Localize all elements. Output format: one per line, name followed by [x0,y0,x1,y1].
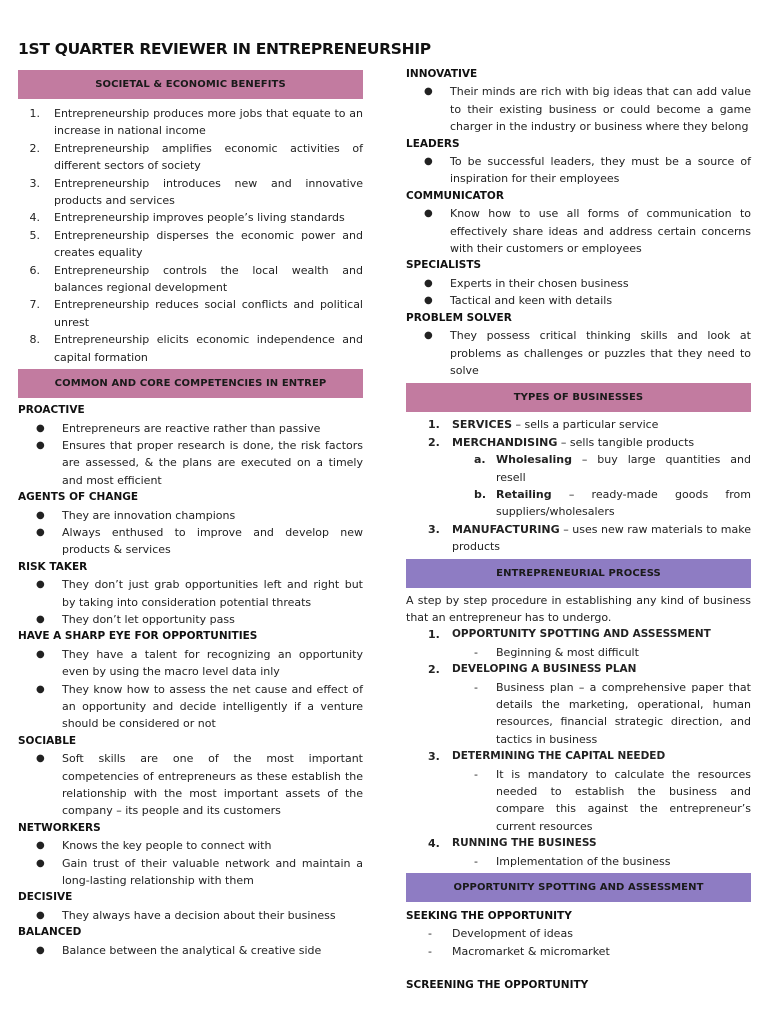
list-item: a. Wholesaling – buy large quantities and resell [474,453,751,484]
list-item: - Beginning & most difficult [474,645,639,659]
list-item: - It is mandatory to calculate the resources needed to establish the business and compare this against the entrepreneur’s current resources [474,767,751,833]
heading-sharp-eye: HAVE A SHARP EYE FOR OPPORTUNITIES [18,630,258,643]
list-item: ● Knows the key people to connect with [36,839,272,853]
heading-seeking: SEEKING THE OPPORTUNITY [406,910,572,923]
heading-agents-of-change: AGENTS OF CHANGE [18,491,139,504]
list-item: ● Entrepreneurs are reactive rather than passive [36,421,321,435]
step-heading: 2. DEVELOPING A BUSINESS PLAN [428,663,637,677]
list-item: ● Ensures that proper research is done, the risk factors are assessed, & the plans are executed on a timely and most efficient [36,438,363,487]
list-item: ● They don’t just grab opportunities left and right but by taking into consideration potential threats [36,578,363,609]
list-item: ● Gain trust of their valuable network and maintain a long-lasting relationship with them [36,856,363,888]
step-heading: 1. OPPORTUNITY SPOTTING AND ASSESSMENT [428,628,711,642]
list-item: ● Balance between the analytical & creative side [36,943,322,957]
list-item: ● Their minds are rich with big ideas that can add value to their existing business or could become a game charger in the industry or business where they belong [424,85,751,134]
list-item: ● Tactical and keen with details [424,294,613,308]
list-item: 3. MANUFACTURING – uses new raw materials to make products [428,522,751,554]
list-item: 8. Entrepreneurship elicits economic independence and capital formation [29,333,363,364]
list-item: ● They know how to assess the net cause and effect of an opportunity and decide intelligently if a venture should be considered or not [36,682,363,731]
page-title: 1ST QUARTER REVIEWER IN ENTREPRENEURSHIP [18,40,431,58]
right-column [406,66,751,995]
list-item: 2. MERCHANDISING – sells tangible products [428,435,695,449]
heading-communicator: COMMUNICATOR [406,189,504,202]
heading-leaders: LEADERS [406,137,460,150]
list-item: 7. Entrepreneurship reduces social conflicts and political unrest [29,298,363,329]
list-item: ● They don’t let opportunity pass [36,612,235,626]
list-item: ● They are innovation champions [36,508,236,522]
list-item: 1. Entrepreneurship produces more jobs that equate to an increase in national income [29,107,363,138]
list-item: - Macromarket & micromarket [428,944,610,958]
heading-problem-solver: PROBLEM SOLVER [406,311,512,324]
step-heading: 3. DETERMINING THE CAPITAL NEEDED [428,750,666,764]
section-banner-benefits: SOCIETAL & ECONOMIC BENEFITS [18,70,363,99]
list-item: 2. Entrepreneurship amplifies economic activities of different sectors of society [29,141,363,173]
list-item: ● Know how to use all forms of communication to effectively share ideas and address certain concerns with their customers or employees [424,207,751,256]
section-banner-competencies: COMMON AND CORE COMPETENCIES IN ENTREP [18,369,363,398]
section-banner-process: ENTREPRENEURIAL PROCESS [406,559,751,588]
heading-specialists: SPECIALISTS [406,259,482,272]
list-item: 4. Entrepreneurship improves people’s living standards [29,211,345,225]
heading-screening: SCREENING THE OPPORTUNITY [406,979,589,992]
benefits-list [18,105,363,366]
list-item: - Implementation of the business [474,854,671,868]
heading-balanced: BALANCED [18,926,82,939]
list-item: ● Experts in their chosen business [424,276,629,290]
list-item: ● To be successful leaders, they must be a source of inspiration for their employees [424,155,751,186]
list-item: ● They have a talent for recognizing an opportunity even by using the macro level data inly [36,647,363,679]
list-item: 6. Entrepreneurship controls the local wealth and balances regional development [29,263,363,295]
list-item: 3. Entrepreneurship introduces new and innovative products and services [29,176,363,208]
list-item: ● Soft skills are one of the most important competencies of entrepreneurs as these establish the relationship with the most important assets of the company – its people and its customers [36,752,363,818]
list-item: - Business plan – a comprehensive paper that details the marketing, operational, human resources, financial strategic direction, and tactics in business [474,680,751,746]
heading-risk-taker: RISK TAKER [18,560,88,573]
left-column [18,66,363,959]
list-item: ● They always have a decision about their business [36,908,336,922]
list-item: ● They possess critical thinking skills and look at problems as challenges or puzzles that they need to solve [424,329,751,377]
heading-networkers: NETWORKERS [18,821,101,834]
heading-decisive: DECISIVE [18,891,73,904]
list-item: b. Retailing – ready-made goods from suppliers/wholesalers [474,487,751,519]
list-item: 1. SERVICES – sells a particular service [428,418,659,432]
step-heading: 4. RUNNING THE BUSINESS [428,837,597,851]
list-item: - Development of ideas [428,927,573,941]
list-item: 5. Entrepreneurship disperses the economic power and creates equality [29,228,363,260]
heading-innovative: INNOVATIVE [406,68,478,80]
list-item: ● Always enthused to improve and develop new products & services [36,525,363,557]
section-banner-opportunity: OPPORTUNITY SPOTTING AND ASSESSMENT [406,873,751,902]
process-intro: A step by step procedure in establishing any kind of business that an entrepreneur has to undergo. [406,593,751,624]
heading-sociable: SOCIABLE [18,734,77,747]
section-banner-types: TYPES OF BUSINESSES [406,383,751,412]
heading-proactive: PROACTIVE [18,404,85,417]
